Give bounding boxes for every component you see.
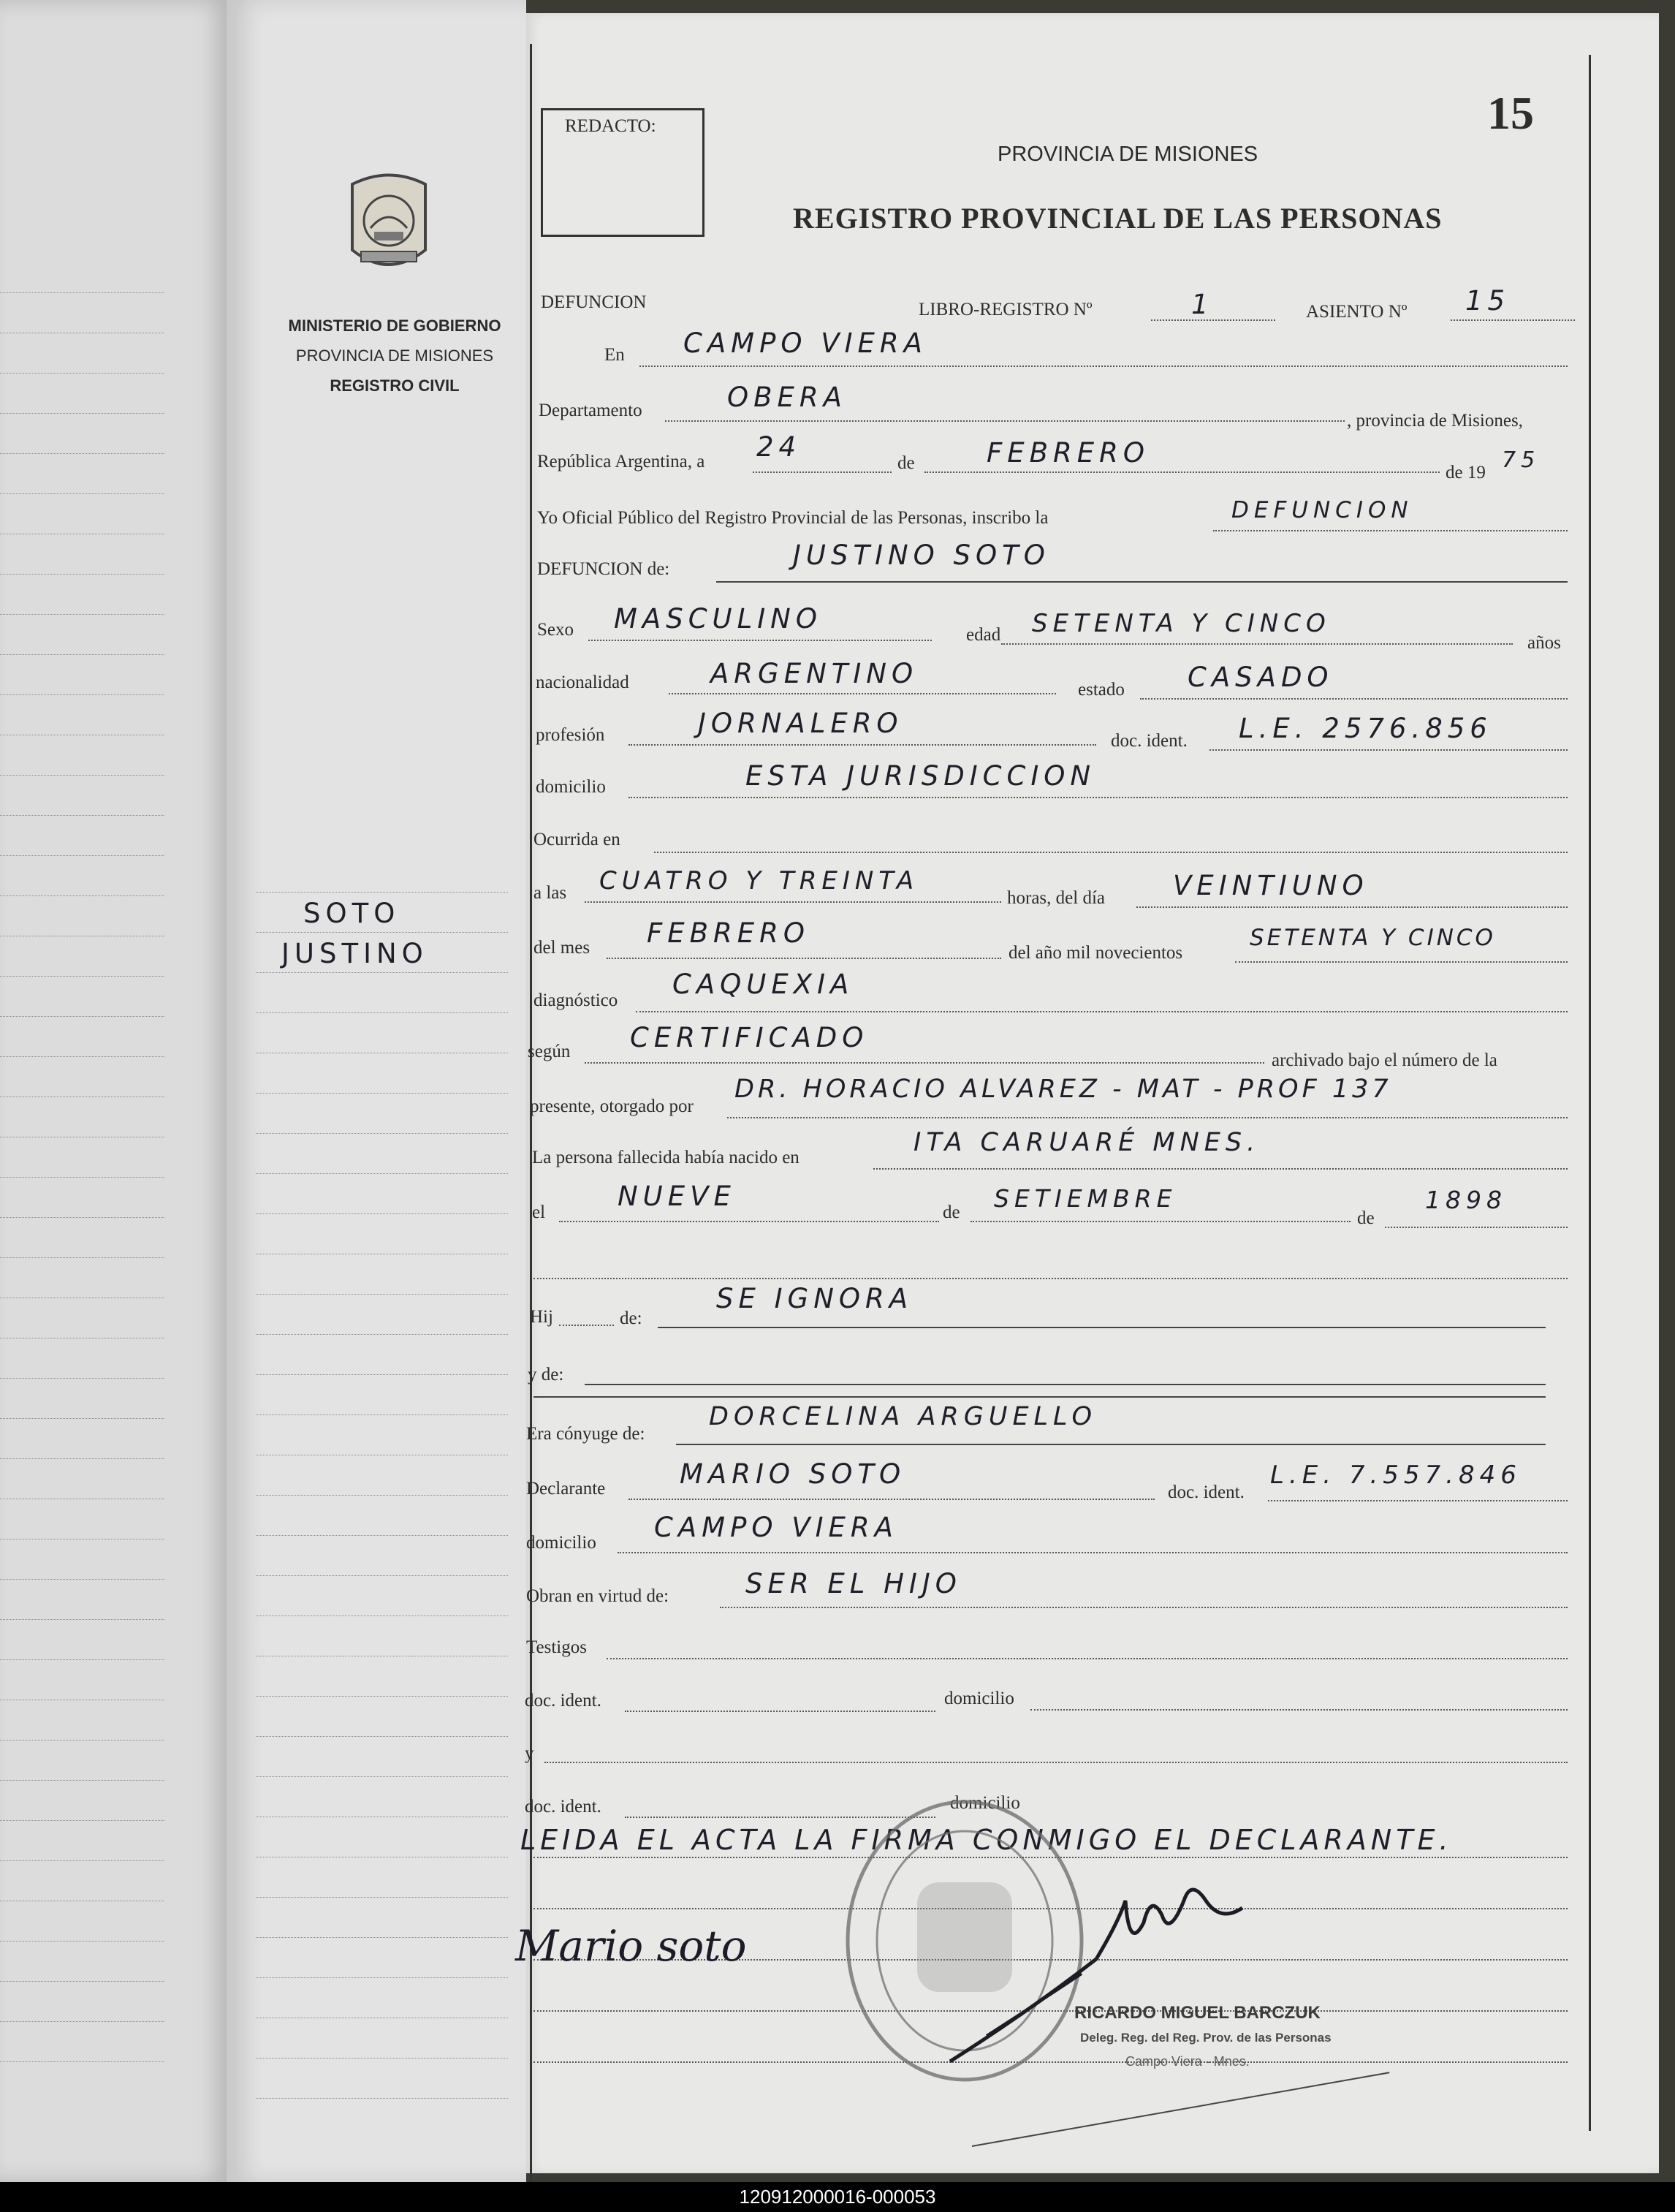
domicilio-declarante-label: domicilio	[526, 1533, 596, 1553]
ministry-line2: PROVINCIA DE MISIONES	[295, 346, 494, 365]
de-mes-label: de	[943, 1202, 960, 1222]
ministry-line1: MINISTERIO DE GOBIERNO	[288, 317, 501, 335]
edad-label: edad	[966, 625, 1001, 645]
conyuge-label: Era cónyuge de:	[526, 1424, 645, 1444]
asiento-value: 15	[1465, 285, 1511, 317]
doc-ident-value: L.E. 2576.856	[1239, 713, 1492, 744]
province-heading: PROVINCIA DE MISIONES	[998, 143, 1258, 166]
domicilio-value: ESTA JURISDICCION	[745, 760, 1096, 792]
sexo-value: MASCULINO	[614, 603, 822, 635]
nac-dia-value: NUEVE	[618, 1181, 736, 1212]
de-label: de	[897, 453, 915, 473]
profesion-value: JORNALERO	[698, 708, 903, 739]
ocurrida-label: Ocurrida en	[533, 830, 620, 849]
officer-place: Campo Viera - Mnes.	[1125, 2054, 1250, 2069]
defuncion-de-label: DEFUNCION de:	[537, 559, 670, 579]
hij-de-value: SE IGNORA	[716, 1283, 914, 1314]
el-label: el	[532, 1202, 546, 1222]
en-value: CAMPO VIERA	[683, 327, 927, 359]
segun-value: CERTIFICADO	[630, 1022, 869, 1053]
a-las-label: a las	[533, 883, 567, 903]
margin-given-name: JUSTINO	[281, 938, 428, 969]
domicilio-label: domicilio	[536, 777, 606, 797]
declarant-signature: Mario soto	[515, 1921, 747, 1971]
departamento-label: Departamento	[539, 401, 642, 420]
nacionalidad-value: ARGENTINO	[710, 658, 919, 689]
domicilio-declarante-value: CAMPO VIERA	[654, 1512, 898, 1543]
registry-heading: REGISTRO PROVINCIAL DE LAS PERSONAS	[793, 202, 1443, 235]
horas-value: CUATRO Y TREINTA	[599, 866, 919, 895]
mes-muerte-value: FEBRERO	[647, 917, 810, 949]
document-id: 120912000016-000053	[739, 2186, 936, 2208]
nac-mes-value: SETIEMBRE	[994, 1184, 1177, 1213]
dia-muerte-value: VEINTIUNO	[1173, 870, 1369, 901]
hij-de-label: de:	[620, 1308, 642, 1328]
closing-statement: LEIDA EL ACTA LA FIRMA CONMIGO EL DECLARANTE.	[520, 1824, 1453, 1856]
de-19-label: de 19	[1446, 463, 1486, 482]
domicilio-testigo1-label: domicilio	[944, 1689, 1014, 1708]
redacto-label: REDACTO:	[565, 116, 656, 136]
mes-value: FEBRERO	[987, 437, 1150, 469]
y-label: y	[525, 1743, 534, 1763]
dia-value: 24	[756, 431, 802, 463]
doc-ident-testigo2-label: doc. ident.	[525, 1797, 601, 1817]
nacionalidad-label: nacionalidad	[536, 673, 629, 692]
archivado-label: archivado bajo el número de la	[1272, 1050, 1497, 1070]
declarante-value: MARIO SOTO	[680, 1458, 906, 1490]
libro-label: LIBRO-REGISTRO Nº	[919, 300, 1093, 319]
margin-surname: SOTO	[303, 898, 400, 929]
anos-label: años	[1527, 633, 1561, 653]
domicilio-testigo2-label: domicilio	[950, 1793, 1020, 1813]
ministry-heading	[278, 311, 512, 401]
ministry-line3: REGISTRO CIVIL	[330, 376, 460, 395]
doc-declarante-value: L.E. 7.557.846	[1270, 1461, 1522, 1490]
provincia-misiones-label: , provincia de Misiones,	[1347, 411, 1523, 431]
libro-value: 1	[1191, 289, 1214, 320]
doc-ident-label: doc. ident.	[1111, 731, 1188, 751]
diagnostico-label: diagnóstico	[533, 991, 618, 1010]
testigos-label: Testigos	[526, 1637, 587, 1657]
del-mes-label: del mes	[533, 938, 590, 958]
page-number: 15	[1487, 87, 1534, 139]
inscribo-value: DEFUNCION	[1231, 497, 1413, 523]
nac-ano-value: 1898	[1425, 1186, 1507, 1214]
edad-value: SETENTA Y CINCO	[1032, 609, 1331, 638]
obran-label: Obran en virtud de:	[526, 1586, 669, 1606]
doc-ident-declarante-label: doc. ident.	[1168, 1482, 1245, 1502]
fallecida-label: La persona fallecida había nacido en	[532, 1148, 799, 1167]
right-border-rule	[1589, 55, 1591, 2131]
presente-label: presente, otorgado por	[530, 1096, 694, 1116]
left-facing-page	[0, 0, 230, 2182]
hij-label: Hij	[530, 1307, 553, 1327]
conyuge-value: DORCELINA ARGUELLO	[709, 1402, 1098, 1431]
asiento-label: ASIENTO Nº	[1306, 302, 1408, 322]
sexo-label: Sexo	[537, 620, 574, 640]
doc-ident-testigo1-label: doc. ident.	[525, 1691, 601, 1711]
estado-value: CASADO	[1188, 662, 1334, 693]
ano-muerte-value: SETENTA Y CINCO	[1250, 925, 1496, 951]
declarante-label: Declarante	[526, 1479, 606, 1499]
de-ano-label: de	[1357, 1208, 1375, 1228]
otorgado-value: DR. HORACIO ALVAREZ - MAT - PROF 137	[734, 1075, 1392, 1104]
diagnostico-value: CAQUEXIA	[672, 969, 854, 1000]
y-de-label: y de:	[528, 1365, 564, 1385]
segun-label: según	[528, 1042, 571, 1061]
act-type-label: DEFUNCION	[541, 292, 647, 312]
deceased-name: JUSTINO SOTO	[793, 539, 1050, 571]
horas-label: horas, del día	[1007, 888, 1105, 908]
profesion-label: profesión	[536, 725, 605, 745]
officer-name: RICARDO MIGUEL BARCZUK	[1074, 2003, 1321, 2023]
obran-value: SER EL HIJO	[745, 1568, 962, 1599]
redacto-box	[541, 108, 704, 237]
nacido-en-value: ITA CARUARÉ MNES.	[914, 1128, 1261, 1157]
del-ano-label: del año mil novecientos	[1009, 943, 1183, 963]
estado-label: estado	[1078, 680, 1125, 700]
officer-title: Deleg. Reg. del Reg. Prov. de las Personas	[1080, 2031, 1332, 2045]
republica-label: República Argentina, a	[537, 452, 705, 471]
departamento-value: OBERA	[727, 382, 847, 413]
province-emblem-icon	[345, 170, 433, 279]
ano-value: 75	[1502, 447, 1541, 473]
en-label: En	[604, 345, 625, 365]
oficial-statement: Yo Oficial Público del Registro Provincial de las Personas, inscribo la	[537, 508, 1049, 528]
